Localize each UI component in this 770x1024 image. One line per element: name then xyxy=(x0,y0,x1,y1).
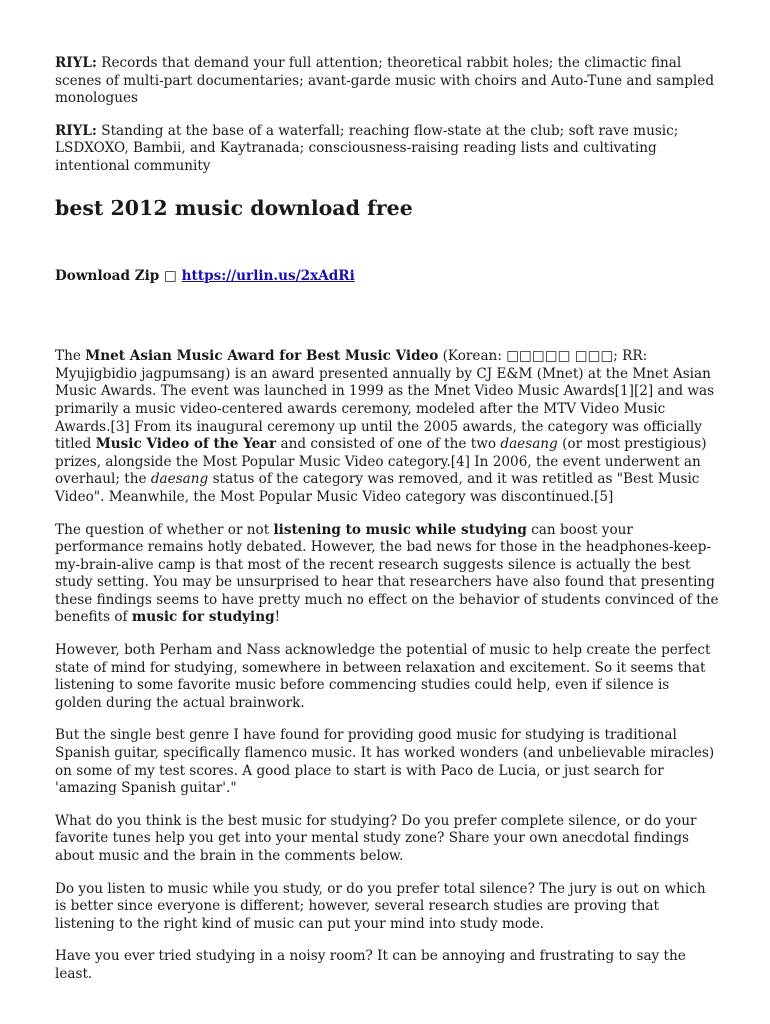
missing-glyph-icon: □ xyxy=(164,267,177,284)
riyl-text: Records that demand your full attention; theoretical rabbit holes; the climactic final scenes of multi-part documentaries; avant-garde music with choirs and Auto-Tune and sampled monologues xyxy=(55,55,715,107)
bold-term: music for studying xyxy=(131,609,275,626)
text-run: ! xyxy=(274,609,281,626)
paragraph-perham-nass: However, both Perham and Nass acknowledge the potential of music to help create the perfect state of mind for studying, somewhere in between relaxation and excitement. So it seems that listening to some favorite music before commencing studies could help, even if silence is golden during the actual brainwork. xyxy=(55,642,711,711)
bold-term: listening to music while studying xyxy=(273,521,527,538)
page-title: best 2012 music download free xyxy=(55,195,413,220)
download-label: Download Zip xyxy=(55,267,165,284)
document-body xyxy=(55,55,720,999)
download-link[interactable]: https://urlin.us/2xAdRi xyxy=(181,267,355,284)
text-run: The question of whether or not xyxy=(55,521,274,538)
italic-term: daesang xyxy=(150,471,209,488)
italic-term: daesang xyxy=(500,436,558,453)
paragraph-best-music-question: What do you think is the best music for studying? Do you prefer complete silence, or do your favorite tunes help you get into your mental study zone? Share your own anecdotal findings about music and the brain in the comments below. xyxy=(55,812,697,864)
text-run: can boost your performance remains hotly debated. However, the bad news for those in the headphones-keep-my-brain-alive camp is that most of the recent research suggests silence is actually the best study setting. You may be unsurprised to hear that researchers have also found that presenting these findings seems to have pretty much no effect on the behavior of students convinced of the benefits of xyxy=(55,521,719,626)
paragraph-music-studying xyxy=(55,522,720,628)
paragraph-listen-or-silence: Do you listen to music while you study, or do you prefer total silence? The jury is out on which is better since everyone is different; however, several research studies are proving that listening to the right kind of music can put your mind into study mode. xyxy=(55,880,706,932)
text-run: (Korean: □□□□□ □□□; RR: Myujigbidio jagpumsang) is an award presented annually by CJ E&M (Mnet) at the Mnet Asian Music Awards. The event was launched in 1999 as the Mnet Video Music Awards[1][2] and was primarily a music video-centered awards ceremony, modeled after the MTV Video Music Awards.[3] From its inaugural ceremony up until the 2005 awards, the category was officially titled xyxy=(55,348,715,453)
riyl-text: Standing at the base of a waterfall; reaching flow-state at the club; soft rave music; LSDXOXO, Bambii, and Kaytranada; consciousness-raising reading lists and cultivating intentional community xyxy=(55,122,679,174)
bold-term: Mnet Asian Music Award for Best Music Video xyxy=(85,348,439,365)
text-run: and consisted of one of the two xyxy=(276,436,501,453)
text-run: status of the category was removed, and it was retitled as "Best Music Video". Meanwhile, the Most Popular Music Video category was discontinued.[5] xyxy=(55,471,700,505)
riyl-label: RIYL: xyxy=(55,55,97,71)
riyl-paragraph-2 xyxy=(55,123,720,176)
download-line xyxy=(55,268,720,286)
paragraph-spanish-guitar: But the single best genre I have found for providing good music for studying is traditional Spanish guitar, specifically flamenco music. It has worked wonders (and unbelievable miracles) on some of my test scores. A good place to start is with Paco de Lucia, or just search for 'amazing Spanish guitar'." xyxy=(55,727,715,797)
text-run: (or most prestigious) prizes, alongside the Most Popular Music Video category.[4] In 2006, the event underwent an overhaul; the xyxy=(55,436,707,488)
text-run: The xyxy=(55,348,86,365)
paragraph-mnet-award xyxy=(55,348,720,506)
riyl-label: RIYL: xyxy=(55,122,97,139)
bold-term: Music Video of the Year xyxy=(95,436,277,453)
paragraph-noisy-room: Have you ever tried studying in a noisy room? It can be annoying and frustrating to say the least. xyxy=(55,948,686,982)
riyl-paragraph-1 xyxy=(55,55,720,108)
